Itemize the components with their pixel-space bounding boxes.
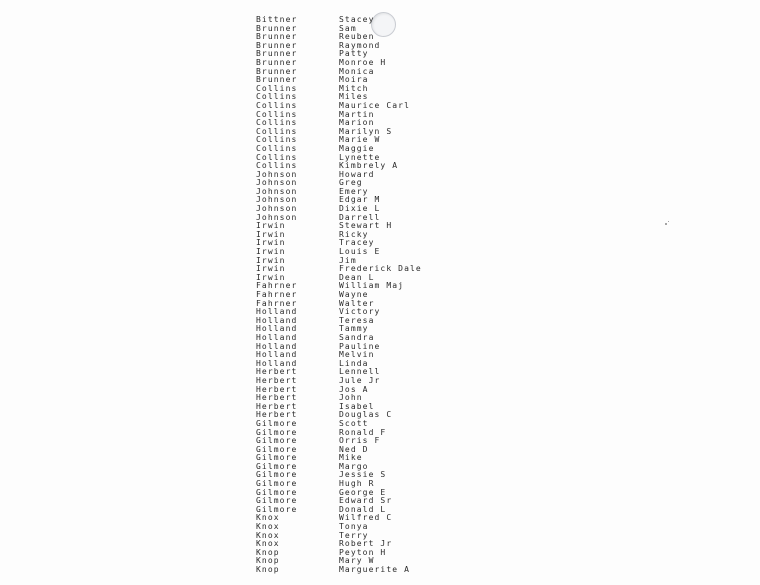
first-name: Dean L <box>339 272 375 282</box>
first-name: Dixie L <box>339 204 381 214</box>
last-name: Gilmore <box>256 496 298 506</box>
first-name: Tonya <box>339 522 369 532</box>
first-name: Donald L <box>339 504 387 514</box>
first-name: Raymond <box>339 40 381 50</box>
first-name: Patty <box>339 49 369 59</box>
first-name: Ronald F <box>339 427 387 437</box>
first-name: Mike <box>339 453 363 463</box>
first-name: Jessie S <box>339 470 387 480</box>
first-name: Sam <box>339 23 357 33</box>
scan-speck <box>668 221 669 222</box>
last-name: Brunner <box>256 75 298 85</box>
last-name: Gilmore <box>256 461 298 471</box>
last-name: Irwin <box>256 229 286 239</box>
last-name: Gilmore <box>256 444 298 454</box>
first-name: Teresa <box>339 315 375 325</box>
first-name: Emery <box>339 186 369 196</box>
last-name: Collins <box>256 126 298 136</box>
first-name: Victory <box>339 307 381 317</box>
first-name: Wayne <box>339 290 369 299</box>
first-name: Greg <box>339 178 363 188</box>
last-name: Irwin <box>256 255 286 265</box>
first-name: Terry <box>339 530 369 540</box>
last-name: Irwin <box>256 247 286 257</box>
last-name: Herbert <box>256 375 298 385</box>
first-name: Stewart H <box>339 221 393 231</box>
first-name: Louis E <box>339 247 381 257</box>
last-name: Collins <box>256 100 298 110</box>
first-name: Jule Jr <box>339 375 381 385</box>
first-name: Kimbrely A <box>339 161 399 171</box>
last-name: Brunner <box>256 57 298 67</box>
last-name: Holland <box>256 358 298 368</box>
first-name: Margo <box>339 461 369 471</box>
last-name: Knop <box>256 547 280 557</box>
last-name: Johnson <box>256 212 298 222</box>
first-name: Tracey <box>339 238 375 248</box>
first-name: Marie W <box>339 135 381 145</box>
first-name: Isabel <box>339 401 375 411</box>
last-name: Irwin <box>256 221 286 231</box>
first-name: Hugh R <box>339 479 375 489</box>
first-name: Darrell <box>339 212 381 222</box>
last-name: Collins <box>256 135 298 145</box>
last-name: Collins <box>256 83 298 93</box>
last-name: Collins <box>256 118 298 128</box>
last-name: Herbert <box>256 367 298 377</box>
first-name: Tammy <box>339 324 369 334</box>
last-name: Johnson <box>256 204 298 214</box>
last-name: Brunner <box>256 49 298 59</box>
first-name: Jos A <box>339 384 369 394</box>
last-name: Gilmore <box>256 427 298 437</box>
first-name: Stacey <box>339 15 375 24</box>
first-name: Wilfred C <box>339 513 393 523</box>
first-name: Walter <box>339 298 375 308</box>
first-name: Marguerite A <box>339 565 410 574</box>
first-name: Mary W <box>339 556 375 566</box>
last-name: Holland <box>256 307 298 317</box>
first-name: Miles <box>339 92 369 102</box>
last-name: Johnson <box>256 186 298 196</box>
last-name: Gilmore <box>256 453 298 463</box>
scan-speck <box>665 223 667 225</box>
last-name: Collins <box>256 161 298 171</box>
last-name: Collins <box>256 109 298 119</box>
last-name: Herbert <box>256 401 298 411</box>
first-name: Ned D <box>339 444 369 454</box>
first-name: Peyton H <box>339 547 387 557</box>
list-item <box>256 566 422 575</box>
last-name: Knox <box>256 530 280 540</box>
first-name: Frederick Dale <box>339 264 422 274</box>
first-name: Melvin <box>339 350 375 360</box>
first-name: Pauline <box>339 341 381 351</box>
last-name: Knox <box>256 522 280 532</box>
last-name: Knox <box>256 513 280 523</box>
first-name: Edgar M <box>339 195 381 205</box>
first-name: Marion <box>339 118 375 128</box>
last-name: Holland <box>256 350 298 360</box>
last-name: Brunner <box>256 66 298 76</box>
last-name: Holland <box>256 341 298 351</box>
last-name: Herbert <box>256 393 298 403</box>
last-name: Gilmore <box>256 504 298 514</box>
last-name: Herbert <box>256 384 298 394</box>
last-name: Brunner <box>256 40 298 50</box>
last-name: Holland <box>256 315 298 325</box>
first-name: Sandra <box>339 332 375 342</box>
last-name: Gilmore <box>256 487 298 497</box>
last-name: Irwin <box>256 272 286 282</box>
last-name: Knop <box>256 556 280 566</box>
first-name: Marilyn S <box>339 126 393 136</box>
first-name: Linda <box>339 358 369 368</box>
last-name: Gilmore <box>256 470 298 480</box>
first-name: Monica <box>339 66 375 76</box>
last-name: Johnson <box>256 169 298 179</box>
first-name: William Maj <box>339 281 405 291</box>
first-name: Reuben <box>339 32 375 42</box>
first-name: Robert Jr <box>339 539 393 549</box>
last-name: Holland <box>256 324 298 334</box>
last-name: Fahrner <box>256 290 298 299</box>
first-name: Jim <box>339 255 357 265</box>
last-name: Knox <box>256 539 280 549</box>
first-name: Lennell <box>339 367 381 377</box>
first-name: George E <box>339 487 387 497</box>
last-name: Collins <box>256 152 298 162</box>
last-name: Gilmore <box>256 479 298 489</box>
first-name: Moira <box>339 75 369 85</box>
first-name: Lynette <box>339 152 381 162</box>
last-name: Holland <box>256 332 298 342</box>
first-name: Monroe H <box>339 57 387 67</box>
first-name: Maggie <box>339 143 375 153</box>
last-name: Collins <box>256 92 298 102</box>
last-name: Irwin <box>256 264 286 274</box>
last-name: Bittner <box>256 15 298 24</box>
first-name: Maurice Carl <box>339 100 410 110</box>
last-name: Brunner <box>256 23 298 33</box>
first-name: John <box>339 393 363 403</box>
first-name: Scott <box>339 418 369 428</box>
last-name: Johnson <box>256 195 298 205</box>
last-name: Fahrner <box>256 281 298 291</box>
first-name: Mitch <box>339 83 369 93</box>
last-name: Herbert <box>256 410 298 420</box>
last-name: Collins <box>256 143 298 153</box>
first-name: Ricky <box>339 229 369 239</box>
last-name: Brunner <box>256 32 298 42</box>
first-name: Orris F <box>339 436 381 446</box>
last-name: Gilmore <box>256 418 298 428</box>
last-name: Gilmore <box>256 436 298 446</box>
first-name: Edward Sr <box>339 496 393 506</box>
first-name: Douglas C <box>339 410 393 420</box>
last-name: Johnson <box>256 178 298 188</box>
last-name: Knop <box>256 565 280 574</box>
first-name: Martin <box>339 109 375 119</box>
last-name: Irwin <box>256 238 286 248</box>
name-list <box>256 16 422 575</box>
last-name: Fahrner <box>256 298 298 308</box>
first-name: Howard <box>339 169 375 179</box>
